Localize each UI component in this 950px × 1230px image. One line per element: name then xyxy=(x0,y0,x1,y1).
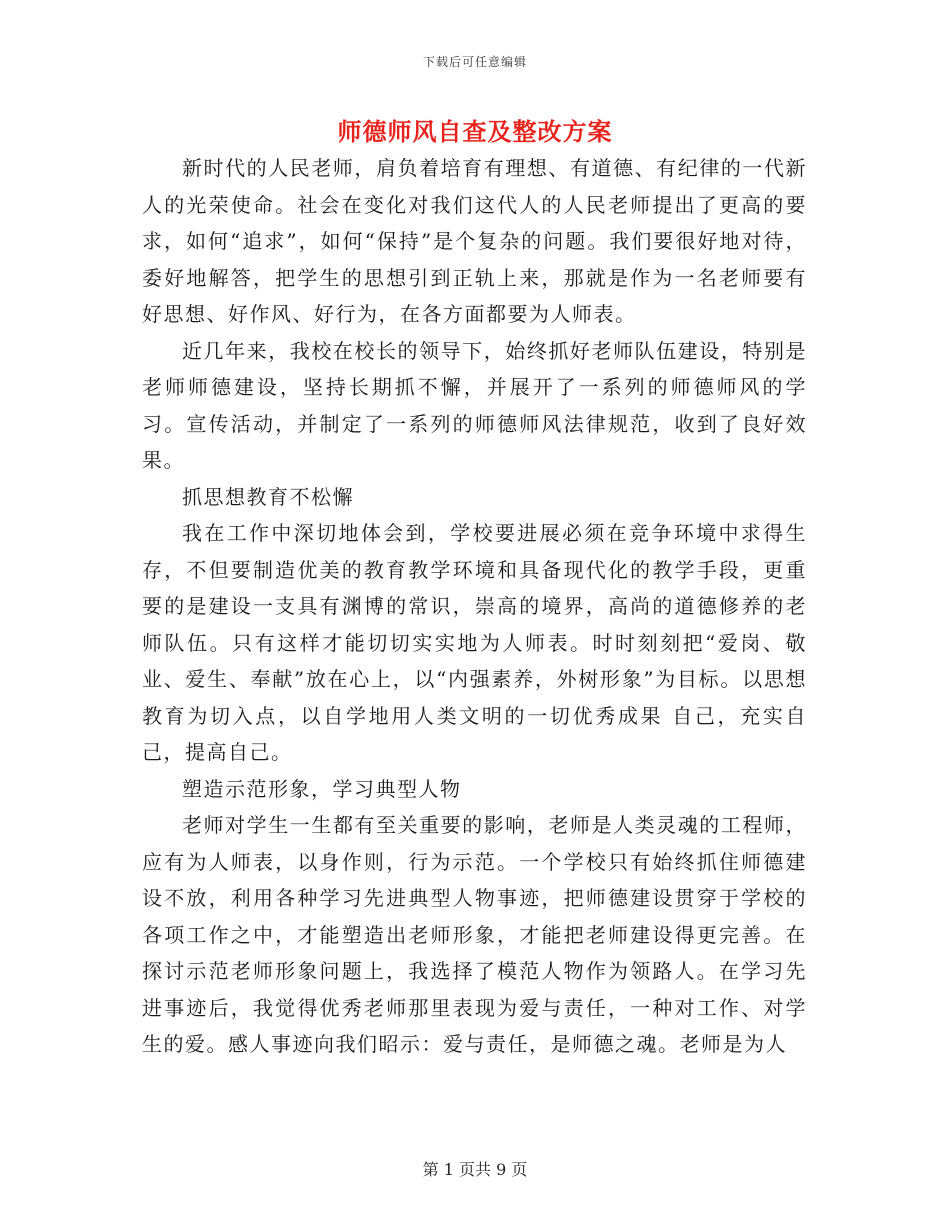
section-heading-ideology: 抓思想教育不松懈 xyxy=(182,484,354,509)
paragraph-school-work: 近几年来，我校在校长的领导下，始终抓好老师队伍建设，特别是老师师德建设，坚持长期抓不懈，并展开了一系列的师德师风的学习。宣传活动，并制定了一系列的师德师风法律规范，收到了良好效果。 xyxy=(142,338,807,472)
page-number-footer: 第 1 页共 9 页 xyxy=(422,1160,528,1179)
header-note: 下载后可任意编辑 xyxy=(422,55,527,69)
paragraph-ideology: 我在工作中深切地体会到，学校要进展必须在竞争环境中求得生存，不但要制造优美的教育教学环境和具备现代化的教学手段，更重要的是建设一支具有渊博的常识，崇高的境界，高尚的道德修养的老师队伍。只有这样才能切切实实地为人师表。时时刻刻把“爱岗、敬业、爱生、奉献”放在心上，以“内强素养，外树形象”为目标。以思想教育为切入点，以自学地用人类文明的一切优秀成果 自己，充实自己，提高自己。 xyxy=(142,521,807,764)
document-title: 师德师风自查及整改方案 xyxy=(337,117,613,146)
document-body xyxy=(142,150,807,1063)
paragraph-intro: 新时代的人民老师，肩负着培育有理想、有道德、有纪律的一代新人的光荣使命。社会在变化对我们这代人的人民老师提出了更高的要求，如何“追求”，如何“保持”是个复杂的问题。我们要很好地对待，委好地解答，把学生的思想引到正轨上来，那就是作为一名老师要有好思想、好作风、好行为，在各方面都要为人师表。 xyxy=(142,156,807,326)
section-heading-role-model: 塑造示范形象，学习典型人物 xyxy=(182,776,462,801)
paragraph-role-model: 老师对学生一生都有至关重要的影响，老师是人类灵魂的工程师，应有为人师表，以身作则，行为示范。一个学校只有始终抓住师德建设不放，利用各种学习先进典型人物事迹，把师德建设贯穿于学校的各项工作之中，才能塑造出老师形象，才能把老师建设得更完善。在探讨示范老师形象问题上，我选择了模范人物作为领路人。在学习先进事迹后，我觉得优秀老师那里表现为爱与责任，一种对工作、对学生的爱。感人事迹向我们昭示：爱与责任，是师德之魂。老师是为人 xyxy=(142,813,807,1056)
